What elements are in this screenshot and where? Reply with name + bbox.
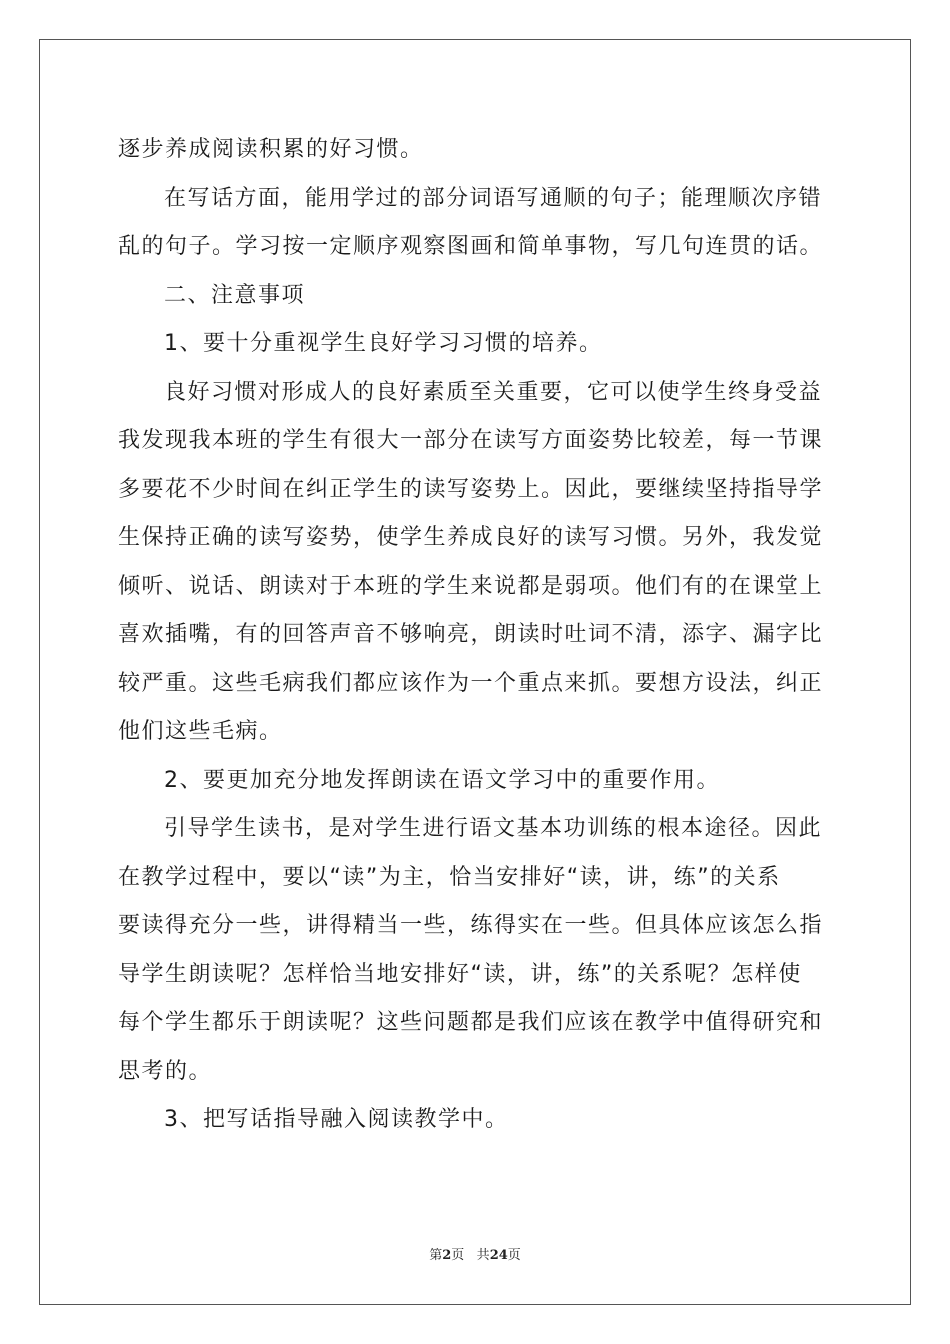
footer-total-suffix: 页 (507, 1248, 521, 1263)
text-line: 他们这些毛病。 (118, 719, 283, 744)
text-line: 每个学生都乐于朗读呢？这些问题都是我们应该在教学中值得研究和 (118, 1010, 824, 1035)
subsection-heading: 2、要更加充分地发挥朗读在语文学习中的重要作用。 (164, 767, 720, 793)
footer-page-prefix: 第 (429, 1248, 443, 1263)
text-line: 在教学过程中，要以“读”为主，恰当安排好“读，讲，练”的关系 (118, 864, 781, 890)
document-body (118, 126, 832, 1145)
subsection-heading: 1、要十分重视学生良好学习习惯的培养。 (164, 331, 603, 356)
footer-page-number: 2 (442, 1248, 452, 1263)
text-line: 导学生朗读呢？怎样恰当地安排好“读，讲，练”的关系呢？怎样使 (118, 961, 802, 987)
text-line: 逐步养成阅读积累的好习惯。 (118, 137, 424, 162)
text-line: 生保持正确的读写姿势，使学生养成良好的读写习惯。另外，我发觉 (118, 525, 824, 550)
footer-page-suffix: 页 (451, 1248, 465, 1263)
text-line: 倾听、说话、朗读对于本班的学生来说都是弱项。他们有的在课堂上 (118, 573, 824, 599)
text-line: 思考的。 (118, 1058, 213, 1084)
text-line: 我发现我本班的学生有很大一部分在读写方面姿势比较差，每一节课 (118, 428, 824, 453)
text-line: 较严重。这些毛病我们都应该作为一个重点来抓。要想方设法，纠正 (118, 670, 824, 696)
text-line: 要读得充分一些，讲得精当一些，练得实在一些。但具体应该怎么指 (118, 913, 824, 938)
text-line: 良好习惯对形成人的良好素质至关重要，它可以使学生终身受益 (164, 379, 823, 405)
text-line: 乱的句子。学习按一定顺序观察图画和简单事物，写几句连贯的话。 (118, 234, 824, 259)
text-line: 喜欢插嘴，有的回答声音不够响亮，朗读时吐词不清，添字、漏字比 (118, 622, 824, 647)
subsection-heading: 3、把写话指导融入阅读教学中。 (164, 1107, 509, 1132)
text-line: 多要花不少时间在纠正学生的读写姿势上。因此，要继续坚持指导学 (118, 476, 824, 502)
footer-total-prefix: 共 (476, 1248, 490, 1263)
text-line: 在写话方面，能用学过的部分词语写通顺的句子；能理顺次序错 (164, 185, 823, 211)
footer-total-pages: 24 (489, 1248, 508, 1263)
section-heading: 二、注意事项 (164, 282, 306, 308)
page-footer (0, 1244, 950, 1263)
text-line: 引导学生读书，是对学生进行语文基本功训练的根本途径。因此 (164, 816, 823, 841)
